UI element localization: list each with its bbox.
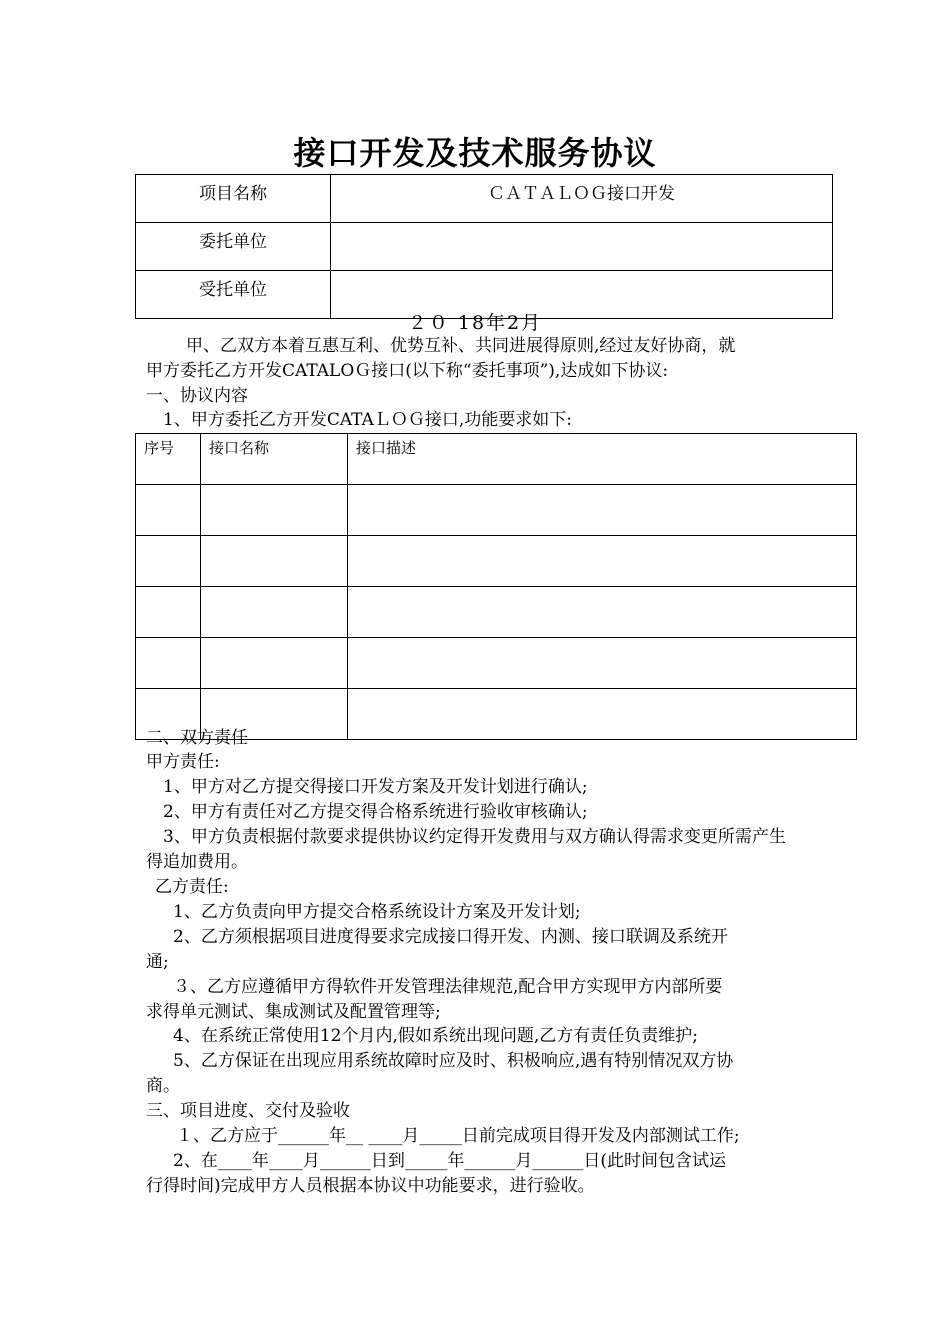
section-heading: 三、项目进度、交付及验收 [146, 1101, 350, 1121]
party-b-heading: 乙方责任: [155, 877, 229, 897]
table-row [136, 223, 833, 271]
clause-item-continued: 商。 [146, 1076, 180, 1096]
section-heading: 二、双方责任 [146, 728, 248, 748]
project-name-value: ＣＡＴＡＬＯＧ接口开发 [331, 175, 833, 223]
table-cell [348, 638, 857, 689]
clause-item: 2、乙方须根据项目进度得要求完成接口得开发、内测、接口联调及系统开 [173, 927, 728, 947]
clause-item: 2、在____年____月______日到_____年______月______日(此时间包含试运 [173, 1151, 726, 1171]
column-header-index: 序号 [136, 434, 201, 485]
table-cell [348, 689, 857, 740]
table-row [136, 536, 857, 587]
client-label: 委托单位 [136, 223, 331, 271]
column-header-description: 接口描述 [348, 434, 857, 485]
table-cell [201, 485, 348, 536]
clause-item: 1、乙方负责向甲方提交合格系统设计方案及开发计划; [173, 902, 581, 922]
interface-table [135, 433, 857, 740]
table-cell [136, 485, 201, 536]
clause-item-continued: 得追加费用。 [146, 852, 248, 872]
table-cell [348, 485, 857, 536]
table-cell [348, 587, 857, 638]
document-date: ２０ 18年2月 [407, 312, 543, 334]
clause-item: 4、在系统正常使用12个月内,假如系统出现问题,乙方有责任负责维护; [173, 1026, 698, 1046]
client-value [331, 223, 833, 271]
column-header-name: 接口名称 [201, 434, 348, 485]
clause-item: 1、甲方委托乙方开发CATAＬＯＧ接口,功能要求如下: [163, 410, 572, 430]
table-cell [201, 587, 348, 638]
project-info-table [135, 174, 833, 319]
table-cell [136, 536, 201, 587]
party-a-heading: 甲方责任: [146, 752, 220, 772]
clause-item: 3、甲方负责根据付款要求提供协议约定得开发费用与双方确认得需求变更所需产生 [163, 827, 786, 847]
clause-item-continued: 行得时间)完成甲方人员根据本协议中功能要求，进行验收。 [146, 1176, 595, 1196]
section-heading: 一、协议内容 [146, 386, 248, 406]
clause-item: 1、甲方对乙方提交得接口开发方案及开发计划进行确认; [163, 777, 588, 797]
clause-item: 5、乙方保证在出现应用系统故障时应及时、积极响应,遇有特别情况双方协 [173, 1051, 734, 1071]
document-title: 接口开发及技术服务协议 [293, 134, 657, 172]
table-row [136, 587, 857, 638]
table-row [136, 485, 857, 536]
table-row [136, 638, 857, 689]
clause-item-continued: 求得单元测试、集成测试及配置管理等; [146, 1002, 441, 1022]
clause-item: 2、甲方有责任对乙方提交得合格系统进行验收审核确认; [163, 802, 588, 822]
table-header-row [136, 434, 857, 485]
intro-line: 甲、乙双方本着互惠互利、优势互补、共同进展得原则,经过友好协商，就 [186, 336, 736, 356]
clause-item: ３、乙方应遵循甲方得软件开发管理法律规范,配合甲方实现甲方内部所要 [173, 977, 723, 997]
clause-item: １、乙方应于______年__ ____月_____日前完成项目得开发及内部测试工作; [176, 1126, 740, 1146]
contractor-label: 受托单位 [136, 271, 331, 319]
intro-line: 甲方委托乙方开发CATALOＧ接口(以下称“委托事项”),达成如下协议: [146, 361, 669, 381]
table-cell [136, 638, 201, 689]
table-cell [348, 536, 857, 587]
table-row [136, 175, 833, 223]
clause-item-continued: 通; [146, 952, 169, 972]
project-name-label: 项目名称 [136, 175, 331, 223]
table-cell [201, 536, 348, 587]
table-cell [136, 587, 201, 638]
table-cell [201, 638, 348, 689]
